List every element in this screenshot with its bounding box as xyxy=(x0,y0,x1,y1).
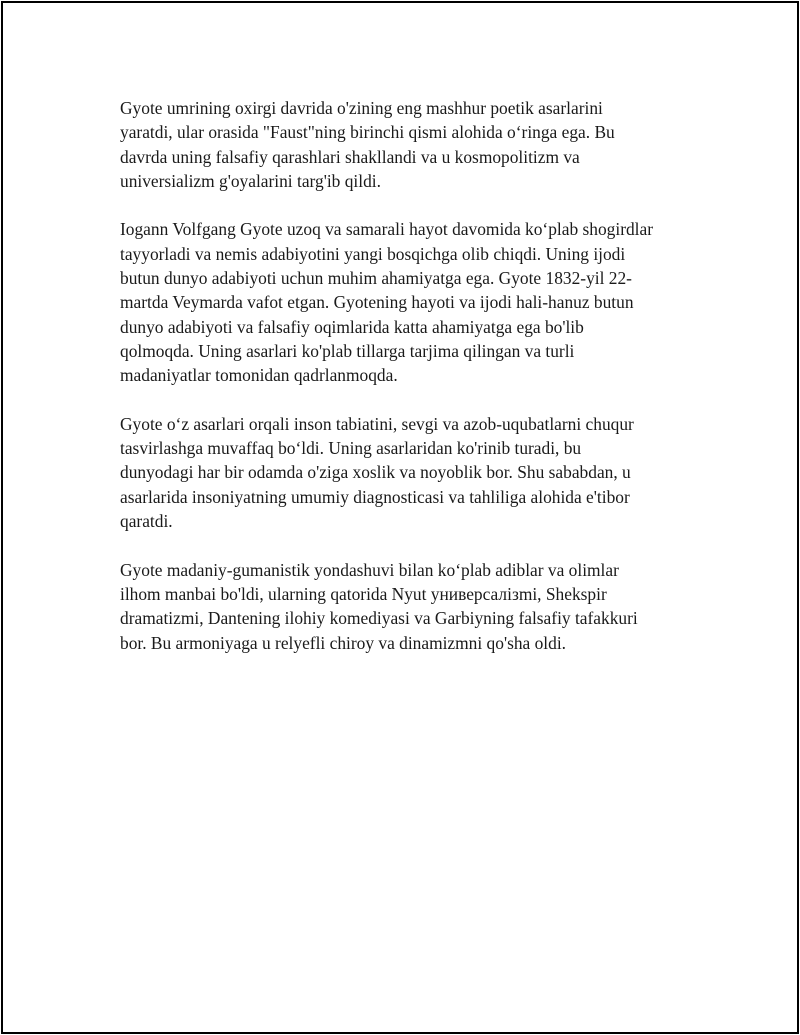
document-body xyxy=(120,96,700,679)
paragraph-4: Gyote madaniy-gumanistik yondashuvi bilan ko‘plab adiblar va olimlar ilhom manbai bo'ldi, ularning qatorida Nyut универсалізmi, Shekspir dramatizmi, Dantening ilohiy komediyasi va Garbiyning falsafiy tafakkuri bor. Bu armoniyaga u relyefli chiroy va dinamizmni qo'sha oldi. xyxy=(120,559,638,653)
document-page xyxy=(1,1,799,1034)
paragraph-3: Gyote o‘z asarlari orqali inson tabiatini, sevgi va azob-uqubatlarni chuqur tasvirlashga muvaffaq bo‘ldi. Uning asarlaridan ko'rinib turadi, bu dunyodagi har bir odamda o'ziga xoslik va noyoblik bor. Shu sababdan, u asarlarida insoniyatning umumiy diagnosticasi va tahliliga alohida e'tibor qaratdi. xyxy=(120,413,634,532)
paragraph-1: Gyote umrining oxirgi davrida o'zining eng mashhur poetik asarlarini yaratdi, ular orasida "Faust"ning birinchi qismi alohida o‘ringa ega. Bu davrda uning falsafiy qarashlari shakllandi va u kosmopolitizm va universializm g'oyalarini targ'ib qildi. xyxy=(120,98,615,191)
paragraph-2: Iogann Volfgang Gyote uzoq va samarali hayot davomida ko‘plab shogirdlar tayyorladi va nemis adabiyotini yangi bosqichga olib chiqdi. Uning ijodi butun dunyo adabiyoti uchun muhim ahamiyatga ega. Gyote 1832-yil 22- martda Veymarda vafot etgan. Gyotening hayoti va ijodi hali-hanuz butun dunyo adabiyoti va falsafiy oqimlarida katta ahamiyatga ega bo'lib qolmoqda. Uning asarlari ko'plab tillarga tarjima qilingan va turli madaniyatlar tomonidan qadrlanmoqda. xyxy=(120,219,654,386)
